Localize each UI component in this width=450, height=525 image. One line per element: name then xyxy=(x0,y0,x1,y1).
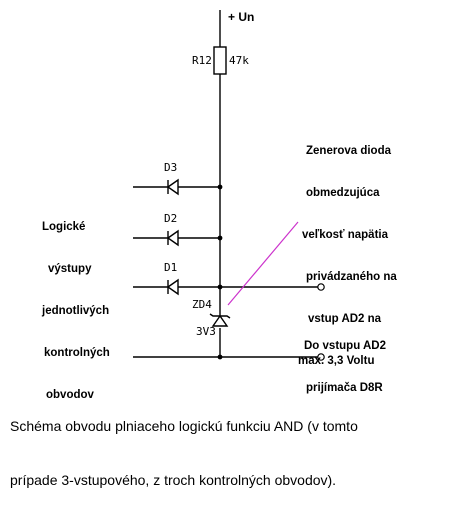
zener-note-line: max. 3,3 Voltu xyxy=(298,355,375,367)
resistor-r12 xyxy=(214,47,226,74)
diode-d1 xyxy=(168,280,178,294)
figure-caption xyxy=(10,381,358,525)
resistor-ref: R12 xyxy=(192,54,212,67)
zener-note-line: veľkosť napätia xyxy=(302,229,389,241)
diode-d3 xyxy=(168,180,178,194)
diode-d2-label: D2 xyxy=(164,212,178,225)
zener-pointer-line xyxy=(228,222,298,305)
supply-label: + Un xyxy=(228,10,255,24)
zener-value: 3V3 xyxy=(196,325,216,338)
zener-note-line: Zenerova dioda xyxy=(306,145,391,157)
zener-note-line: vstup AD2 na xyxy=(308,313,382,325)
zener-ref: ZD4 xyxy=(192,298,212,311)
output-label-line: Do vstupu AD2 xyxy=(304,340,386,352)
junction-dot xyxy=(218,285,223,290)
diode-d2 xyxy=(168,231,178,245)
output-label-line: prijímača D8R xyxy=(306,382,383,394)
logic-outputs-line: Logické xyxy=(42,221,86,233)
diode-d1-label: D1 xyxy=(164,261,178,274)
junction-dot xyxy=(218,185,223,190)
logic-outputs-line: kontrolných xyxy=(44,347,110,359)
logic-outputs-line: obvodov xyxy=(46,389,94,401)
caption-line: Schéma obvodu plniaceho logickú funkciu AND (v tomto xyxy=(10,418,358,434)
junction-dot xyxy=(218,355,223,360)
zener-note-line: privádzaného na xyxy=(306,271,397,283)
junction-dot xyxy=(218,236,223,241)
diode-d3-label: D3 xyxy=(164,161,178,174)
resistor-value: 47k xyxy=(229,54,249,67)
logic-outputs-line: výstupy xyxy=(48,263,92,275)
caption-line: prípade 3-vstupového, z troch kontrolných obvodov). xyxy=(10,472,337,488)
zener-note-line: obmedzujúca xyxy=(306,187,380,199)
logic-outputs-line: jednotlivých xyxy=(42,305,110,317)
